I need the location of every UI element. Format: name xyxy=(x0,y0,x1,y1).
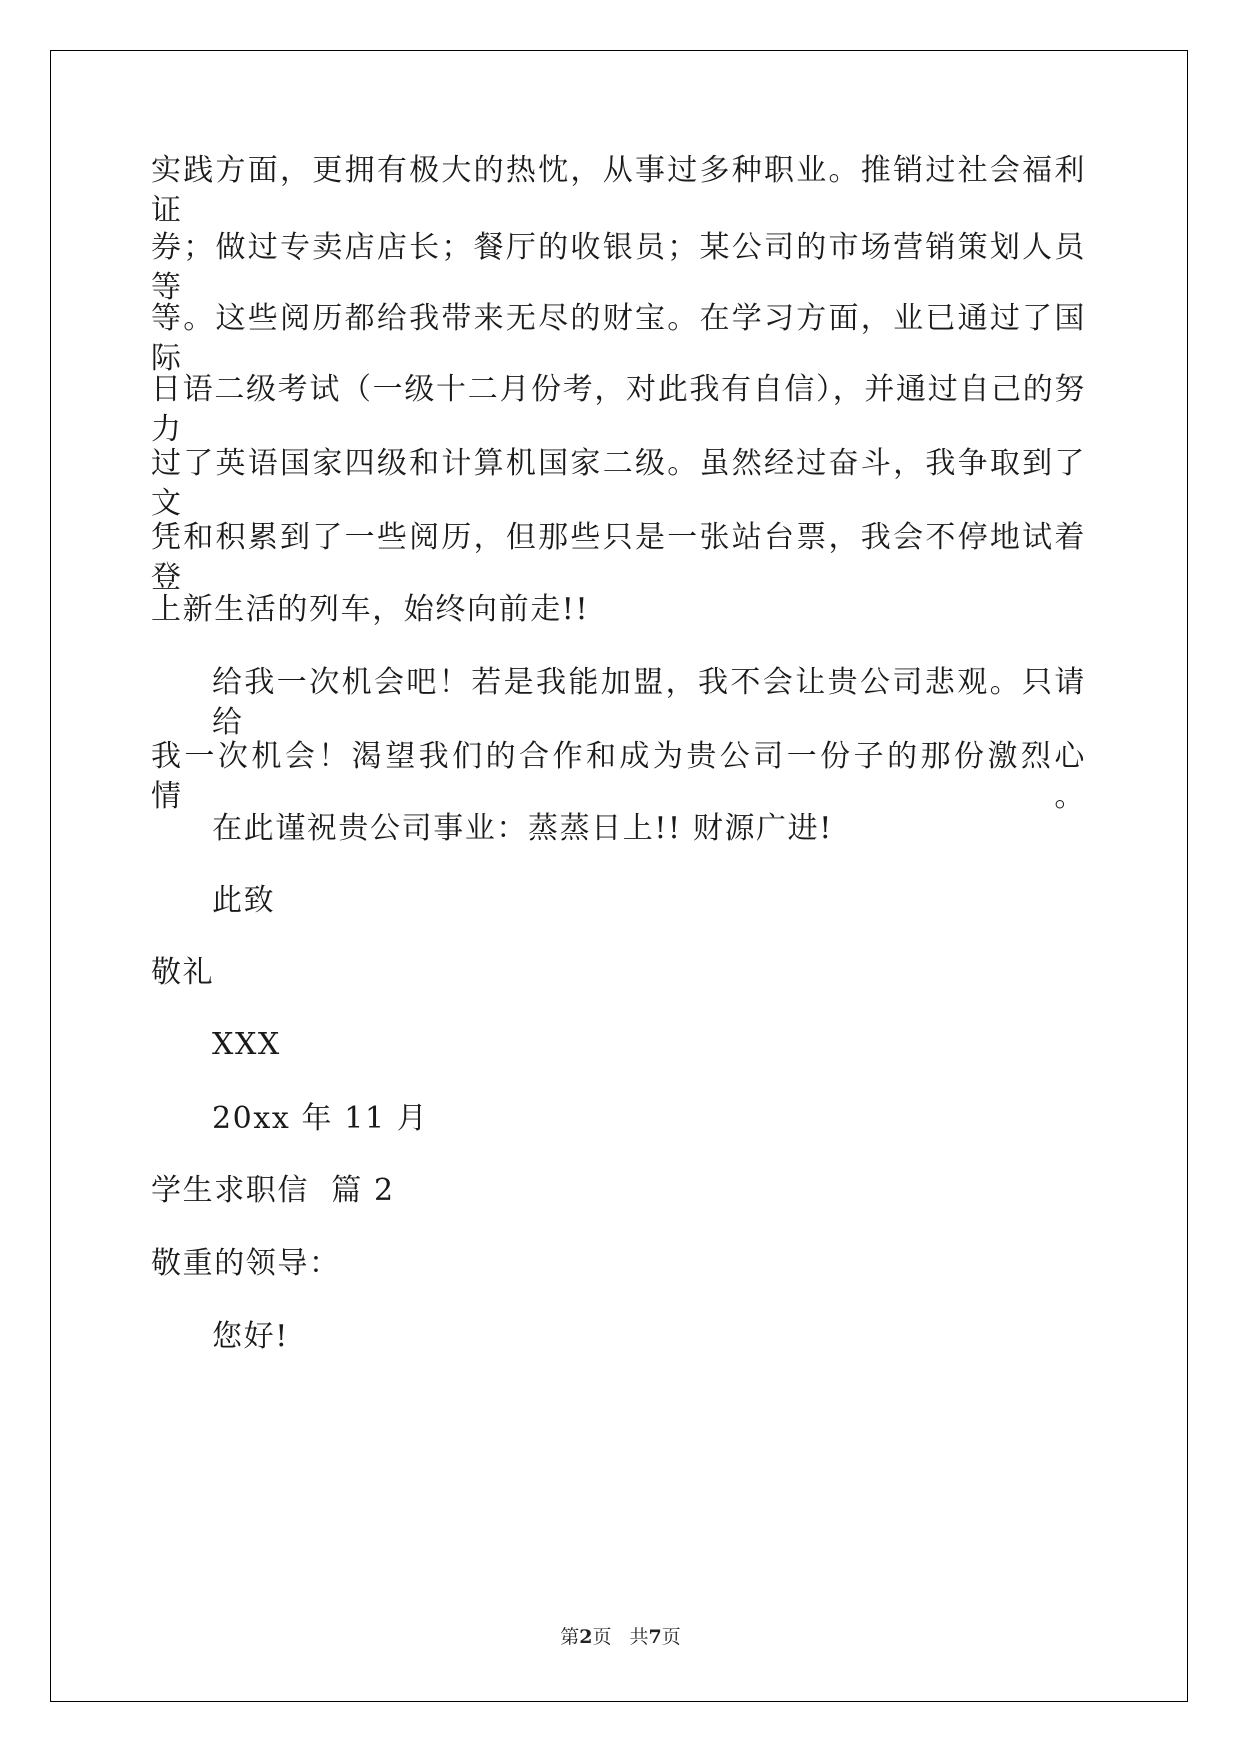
body-line: 实践方面，更拥有极大的热忱，从事过多种职业。推销过社会福利证 xyxy=(151,153,1086,228)
date-line: 20xx 年 11 月 xyxy=(212,1101,429,1136)
total-suffix: 页 xyxy=(661,1626,681,1648)
page-total: 7 xyxy=(648,1626,662,1648)
signature: XXX xyxy=(212,1027,281,1062)
greeting-to: 敬重的领导： xyxy=(151,1246,341,1281)
page-current: 2 xyxy=(579,1626,593,1648)
body-line: 券；做过专卖店店长；餐厅的收银员；某公司的市场营销策划人员等 xyxy=(151,230,1086,305)
body-line: 给我一次机会吧！若是我能加盟，我不会让贵公司悲观。只请给 xyxy=(212,665,1086,740)
page-border xyxy=(50,50,1188,1702)
total-prefix: 共 xyxy=(629,1626,649,1648)
section-title: 学生求职信 篇 2 xyxy=(151,1173,395,1208)
body-line: 等。这些阅历都给我带来无尽的财宝。在学习方面，业已通过了国际 xyxy=(151,301,1086,376)
hello-line: 您好! xyxy=(212,1319,289,1354)
body-line: 过了英语国家四级和计算机国家二级。虽然经过奋斗，我争取到了文 xyxy=(151,446,1086,521)
body-line: 上新生活的列车，始终向前走!! xyxy=(151,592,590,627)
closing-line: 此致 xyxy=(212,883,276,918)
salute-line: 敬礼 xyxy=(151,955,215,990)
body-line: 我一次机会！渴望我们的合作和成为贵公司一份子的那份激烈心情。 xyxy=(151,739,1086,814)
page-suffix: 页 xyxy=(592,1626,612,1648)
page-footer xyxy=(0,1625,1241,1649)
page-prefix: 第 xyxy=(560,1626,580,1648)
body-line: 日语二级考试（一级十二月份考，对此我有自信），并通过自己的努力 xyxy=(151,372,1086,447)
body-line: 凭和积累到了一些阅历，但那些只是一张站台票，我会不停地试着登 xyxy=(151,520,1086,595)
wish-line: 在此谨祝贵公司事业：蒸蒸日上!! 财源广进! xyxy=(212,811,833,846)
